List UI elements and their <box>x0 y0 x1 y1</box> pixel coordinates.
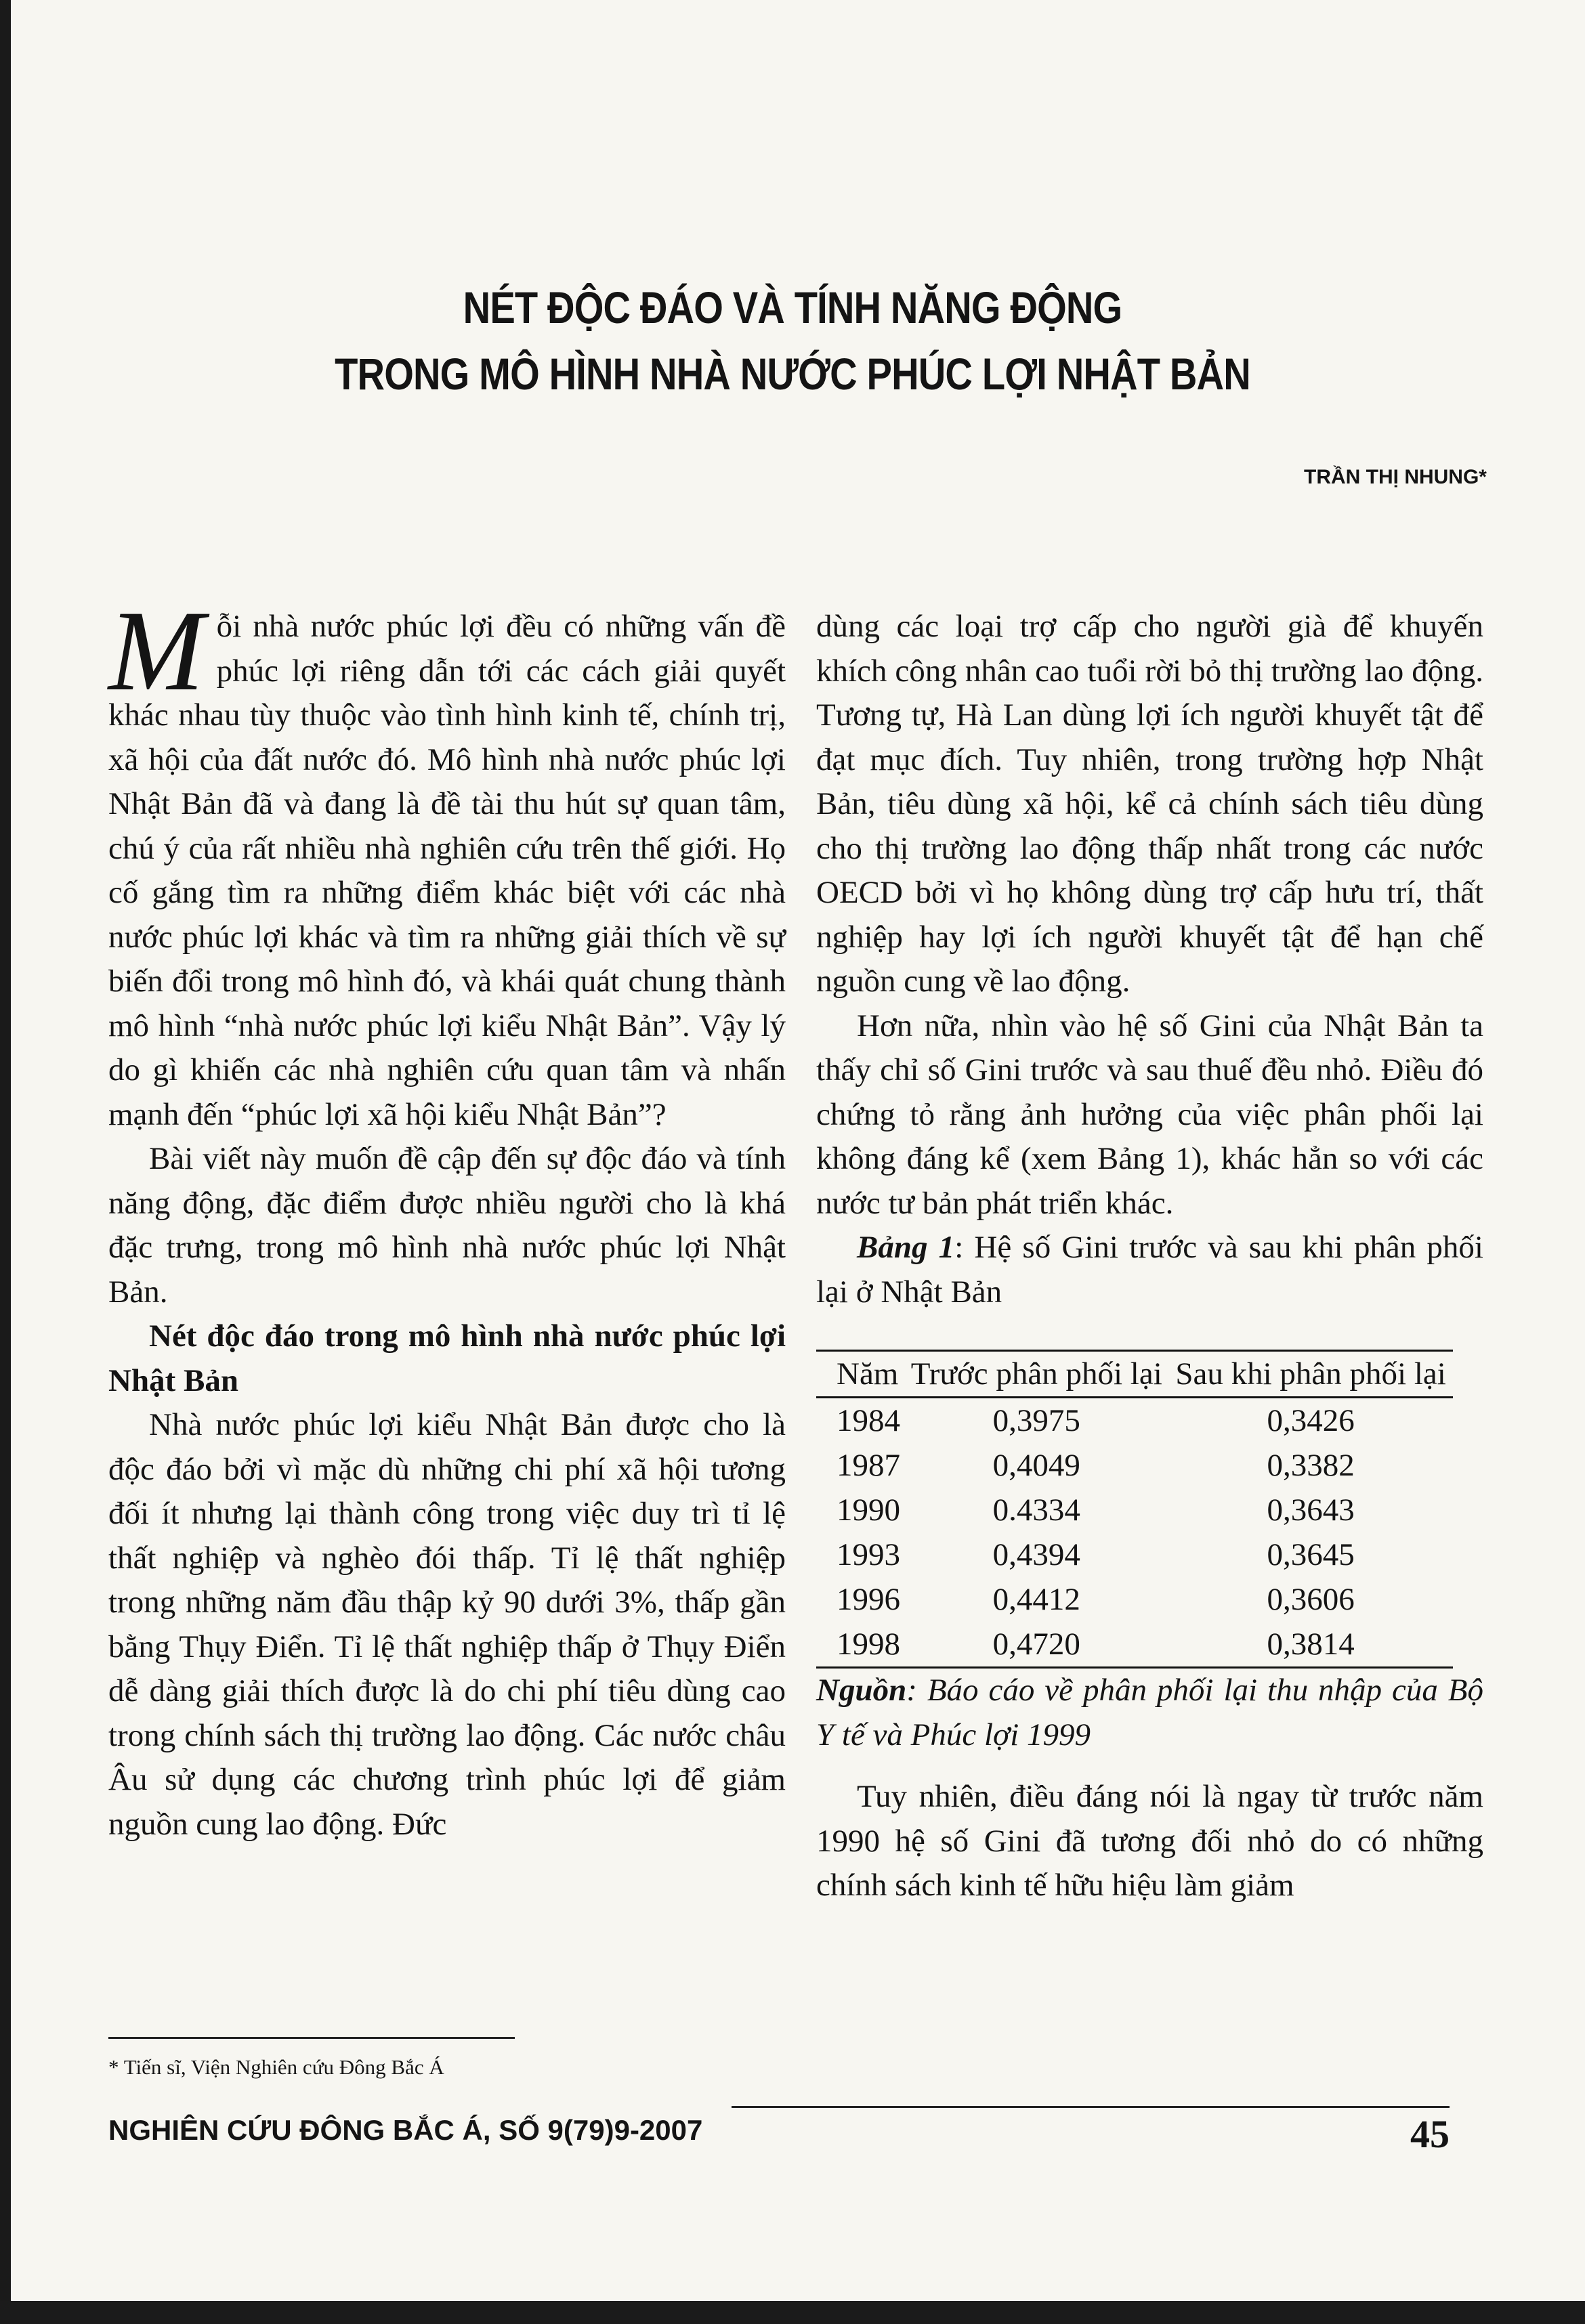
footnote-divider <box>108 2037 515 2039</box>
table-row <box>816 1488 1453 1532</box>
paragraph: Nhà nước phúc lợi kiểu Nhật Bản được cho là độc đáo bởi vì mặc dù những chi phí xã hội tương đối ít nhưng lại thành công trong việc duy trì tỉ lệ thất nghiệp và nghèo đói thấp. Tỉ lệ thất nghiệp trong những năm đầu thập kỷ 90 dưới 3%, thấp gần bằng Thụy Điển. Tỉ lệ thất nghiệp thấp ở Thụy Điển dễ dàng giải thích được là do chi phí tiêu dùng cao trong chính sách thị trường lao động. Các nước châu Âu sử dụng các chương trình phúc lợi để giảm nguồn cung lao động. Đức <box>108 1407 786 1842</box>
scan-bottom-edge <box>0 2301 1585 2324</box>
page-number: 45 <box>1410 2112 1450 2156</box>
paragraph: Bài viết này muốn đề cập đến sự độc đáo và tính năng động, đặc điểm được nhiều người cho là khá đặc trưng, trong mô hình nhà nước phúc lợi Nhật Bản. <box>108 1141 786 1310</box>
cell-before: 0,4720 <box>992 1627 1080 1662</box>
table-row <box>816 1532 1453 1577</box>
cell-after: 0,3814 <box>1267 1627 1355 1662</box>
cell-year: 1990 <box>837 1492 900 1528</box>
cell-after: 0,3645 <box>1267 1537 1355 1572</box>
cell-year: 1987 <box>837 1448 900 1483</box>
table-header-row <box>816 1351 1453 1398</box>
cell-year: 1998 <box>837 1627 900 1662</box>
cell-before: 0,4049 <box>992 1448 1080 1483</box>
intro-paragraph <box>108 587 786 1137</box>
article-title <box>119 274 1466 407</box>
header-before: Trước phân phối lại <box>910 1356 1162 1392</box>
table-label: Bảng 1 <box>857 1230 955 1265</box>
paragraph: Tuy nhiên, điều đáng nói là ngay từ trước năm 1990 hệ số Gini đã tương đối nhỏ do có những chính sách kinh tế hữu hiệu làm giảm <box>816 1779 1483 1903</box>
section-heading: Nét độc đáo trong mô hình nhà nước phúc lợi Nhật Bản <box>108 1318 786 1398</box>
cell-before: 0,4394 <box>992 1537 1080 1572</box>
cell-before: 0.4334 <box>992 1492 1080 1528</box>
table-row <box>816 1443 1453 1488</box>
cell-year: 1984 <box>837 1403 900 1438</box>
cell-before: 0,4412 <box>992 1582 1080 1617</box>
journal-footer: NGHIÊN CỨU ĐÔNG BẮC Á, SỐ 9(79)9-2007 <box>108 2114 703 2146</box>
cell-after: 0,3382 <box>1267 1448 1355 1483</box>
header-year: Năm <box>837 1356 899 1392</box>
cell-year: 1996 <box>837 1582 900 1617</box>
left-column <box>108 587 786 1847</box>
gini-table <box>816 1350 1453 1669</box>
header-after: Sau khi phân phối lại <box>1175 1356 1446 1392</box>
title-line-2: TRONG MÔ HÌNH NHÀ NƯỚC PHÚC LỢI NHẬT BẢN <box>335 349 1250 399</box>
intro-text: ỗi nhà nước phúc lợi đều có những vấn đề phúc lợi riêng dẫn tới các cách giải quyết khác nhau tùy thuộc vào tình hình kinh tế, chính trị, xã hội của đất nước đó. Mô hình nhà nước phúc lợi Nhật Bản đã và đang là đề tài thu hút sự quan tâm, chú ý của rất nhiều nhà nghiên cứu trên thế giới. Họ cố gắng tìm ra những điểm khác biệt với các nhà nước phúc lợi khác và tìm ra những giải thích về sự biến đổi trong mô hình đó, và khái quát chung thành mô hình “nhà nước phúc lợi kiểu Nhật Bản”. Vậy lý do gì khiến các nhà nghiên cứu quan tâm và nhấn mạnh đến “phúc lợi xã hội kiểu Nhật Bản”? <box>108 609 786 1132</box>
paragraph: dùng các loại trợ cấp cho người già để khuyến khích công nhân cao tuổi rời bỏ thị trường lao động. Tương tự, Hà Lan dùng lợi ích người khuyết tật để đạt mục đích. Tuy nhiên, trong trường hợp Nhật Bản, tiêu dùng xã hội, kể cả chính sách tiêu dùng cho thị trường lao động thấp nhất trong các nước OECD bởi vì họ không dùng trợ cấp hưu trí, thất nghiệp hay lợi ích người khuyết tật để hạn chế nguồn cung về lao động. <box>816 609 1483 999</box>
cell-before: 0,3975 <box>992 1403 1080 1438</box>
cell-after: 0,3606 <box>1267 1582 1355 1617</box>
table-caption-text: : Hệ số Gini trước và sau khi phân phối lại ở Nhật Bản <box>816 1230 1483 1310</box>
scan-spine-edge <box>0 0 11 2324</box>
table-row <box>816 1398 1453 1444</box>
title-line-1: NÉT ĐỘC ĐÁO VÀ TÍNH NĂNG ĐỘNG <box>463 282 1122 332</box>
cell-after: 0,3643 <box>1267 1492 1355 1528</box>
paragraph: Hơn nữa, nhìn vào hệ số Gini của Nhật Bản ta thấy chỉ số Gini trước và sau thuế đều nhỏ. Điều đó chứng tỏ rằng ảnh hưởng của việc phân phối lại không đáng kể (xem Bảng 1), khác hẳn so với các nước tư bản phát triển khác. <box>816 1008 1483 1221</box>
author-name: TRẦN THỊ NHUNG* <box>1304 466 1487 488</box>
drop-cap: M <box>108 587 205 714</box>
footnote: * Tiến sĩ, Viện Nghiên cứu Đông Bắc Á <box>108 2055 444 2079</box>
footer-divider <box>732 2106 1450 2108</box>
table-caption <box>816 1226 1483 1314</box>
table-source <box>816 1669 1483 1757</box>
table-row <box>816 1577 1453 1622</box>
cell-after: 0,3426 <box>1267 1403 1355 1438</box>
table-row <box>816 1622 1453 1668</box>
right-column <box>816 605 1483 1908</box>
source-label: Nguồn <box>816 1673 907 1708</box>
source-text: : Báo cáo về phân phối lại thu nhập của Bộ Y tế và Phúc lợi 1999 <box>816 1673 1483 1752</box>
cell-year: 1993 <box>837 1537 900 1572</box>
